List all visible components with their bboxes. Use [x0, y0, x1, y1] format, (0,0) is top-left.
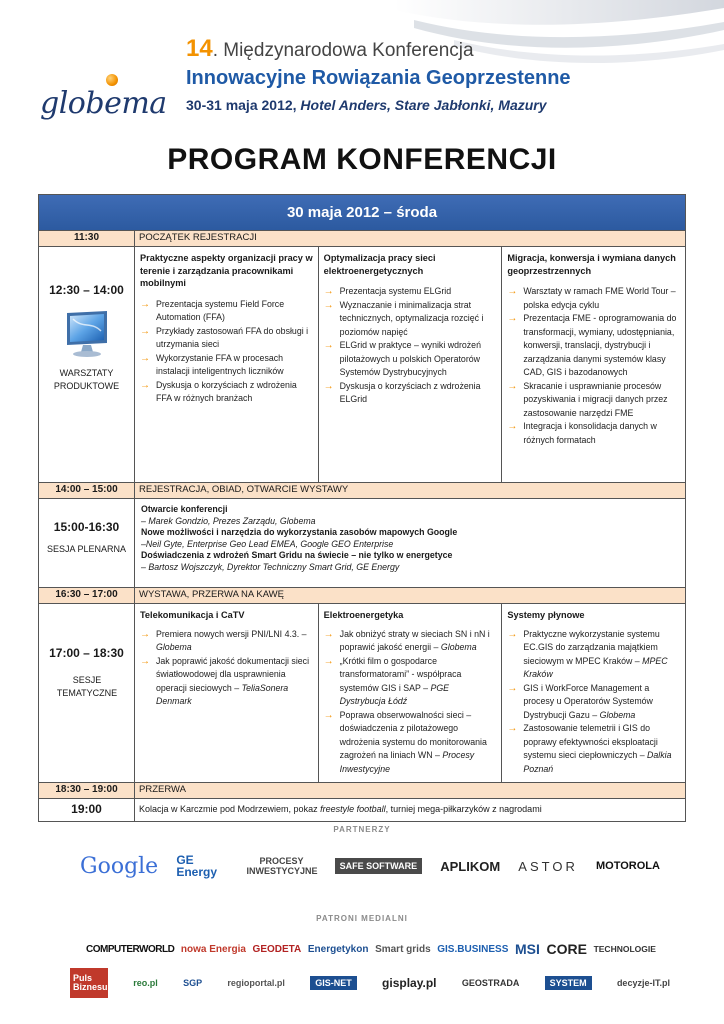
session-title: Elektroenergetyka [323, 610, 404, 620]
talk-title: Nowe możliwości i narzędzia do wykorzystania zasobów mapowych Google [141, 527, 458, 537]
session-items [507, 628, 680, 777]
item-text: Prezentacja systemu Field Force Automation (FFA) [156, 298, 285, 322]
media-logo: CORE [546, 941, 587, 957]
list-item [140, 655, 313, 709]
list-item [507, 722, 680, 776]
workshop-items [507, 285, 680, 447]
media-logo: nowa Energia [180, 943, 246, 955]
media-logo: SYSTEM [545, 976, 592, 990]
arrow-right-icon: → [507, 682, 518, 694]
row-label: WYSTAWA, PRZERWA NA KAWĘ [135, 588, 685, 603]
arrow-right-icon: → [323, 286, 334, 297]
arrow-right-icon: → [507, 421, 518, 432]
item-text: Integracja i konsolidacja danych w różnych formatach [523, 421, 657, 445]
arrow-right-icon: → [140, 628, 150, 640]
section-label: SESJE TEMATYCZNE [56, 675, 118, 698]
row-label: PRZERWA [135, 783, 685, 798]
partner-logo: MOTOROLA [595, 860, 660, 872]
speaker-name: Dalkia Poznań [523, 750, 672, 774]
media-logo: reo.pl [133, 978, 158, 988]
list-item [507, 420, 680, 447]
item-text: Jak poprawić jakość dokumentacji sieci światłowodowej dla usprawnienia operacji sieciowych – [156, 655, 310, 693]
item-text: „Krótki film o gospodarce transformatorami” - współpraca systemów GIS i SAP – [339, 655, 462, 693]
arrow-right-icon: → [507, 380, 518, 392]
arrow-right-icon: → [323, 380, 334, 392]
page-title: PROGRAM KONFERENCJI [167, 143, 557, 176]
monitor-icon [61, 309, 113, 359]
session-title: Telekomunikacja i CaTV [140, 610, 245, 620]
row-evening [39, 799, 685, 821]
arrow-right-icon: → [507, 313, 518, 324]
workshop-columns [135, 247, 685, 482]
item-text: Przykłady zastosowań FFA do obsługi i utrzymania sieci [156, 325, 309, 349]
item-text: Dyskusja o korzyściach z wdrożenia ELGrid [339, 380, 481, 404]
item-text: Praktyczne wykorzystanie systemu EC.GIS do zarządzania majątkiem sieciowym w MPEC Kraków – [523, 628, 660, 666]
conference-date: 30-31 maja 2012, [186, 97, 301, 113]
time-label: 12:30 – 14:00 [49, 283, 124, 297]
item-text: GIS i WorkForce Management a procesy u Operatorów Systemów Dystrybucji Gazu – [523, 682, 653, 720]
media-logos-row1 [86, 936, 656, 962]
workshop-column [502, 247, 685, 482]
partner-logo: GE Energy [176, 853, 218, 879]
item-text: Wykorzystanie FFA w procesach instalacji inteligentnych liczników [156, 352, 284, 376]
workshop-items [140, 298, 313, 406]
workshop-items [324, 285, 497, 407]
media-logo: Energetykon [307, 943, 369, 955]
arrow-right-icon: → [140, 655, 150, 667]
speaker-name: MPEC Kraków [523, 655, 668, 679]
session-column [502, 604, 685, 782]
conference-name: Innowacyjne Rowiązania Geoprzestenne [186, 67, 571, 89]
session-column [319, 604, 503, 782]
day-header: 30 maja 2012 – środa [39, 195, 685, 231]
time-label: 17:00 – 18:30 [49, 646, 124, 660]
arrow-right-icon: → [140, 298, 150, 310]
list-item [140, 298, 313, 325]
time-cell: 18:30 – 19:00 [39, 783, 135, 798]
session-items [324, 628, 497, 777]
arrow-right-icon: → [140, 352, 150, 364]
media-logo: MSI [515, 941, 540, 957]
session-column [135, 604, 319, 782]
media-logo: SGP [183, 978, 203, 988]
plenary-content [135, 499, 685, 587]
media-logo: Smart grids [375, 943, 431, 955]
workshop-title: Migracja, konwersja i wymiana danych geoprzestrzennych [507, 253, 676, 276]
arrow-right-icon: → [140, 379, 150, 391]
item-text: Prezentacja systemu ELGrid [339, 286, 452, 296]
partner-logo: PROCESY INWESTYCYJNE [246, 856, 318, 876]
time-cell: 14:00 – 15:00 [39, 483, 135, 498]
list-item [324, 285, 497, 299]
media-logos-row2 [70, 968, 670, 998]
date-venue [186, 95, 706, 115]
workshop-column [135, 247, 319, 482]
talk-speaker: – Bartosz Wojszczyk, Dyrektor Techniczny Smart Grid, GE Energy [141, 561, 400, 572]
evening-text-italic: freestyle football [320, 804, 386, 814]
row-workshops [39, 247, 685, 483]
list-item [507, 682, 680, 723]
edition-line [186, 36, 706, 64]
speaker-name: Globema [156, 642, 192, 652]
media-logo: TECHNOLOGIE [593, 944, 656, 954]
program-table [38, 194, 686, 822]
edition-suffix: . Międzynarodowa Konferencja [212, 40, 474, 61]
row-plenary [39, 499, 685, 588]
row-sessions [39, 604, 685, 783]
item-text: Wyznaczanie i minimalizacja strat technicznych, optymalizacja rozcięć i poziomów napięć [339, 299, 484, 337]
item-text: Skracanie i usprawnianie procesów pozyskiwania i migracji danych przez zastosowanie narzędzi FME [523, 380, 668, 418]
arrow-right-icon: → [323, 299, 334, 311]
section-label: SESJA PLENARNA [46, 544, 127, 554]
media-logo: GEOSTRADA [461, 978, 520, 988]
logo-dot-icon [106, 74, 118, 86]
arrow-right-icon: → [507, 628, 518, 640]
item-text: Poprawa obserwowalności sieci – doświadczenia z pilotażowego wdrożenia systemu do monitorowania zagrożeń na liniach WN – [339, 709, 487, 760]
partner-logos [80, 846, 660, 886]
list-item [507, 628, 680, 682]
evening-text-post: , turniej mega-piłkarzyków z nagrodami [385, 804, 542, 814]
media-logo: decyzje-IT.pl [616, 978, 670, 988]
section-label: WARSZTATY PRODUKTOWE [53, 368, 120, 391]
partner-logo: APLIKOM [440, 858, 501, 874]
row-registration [39, 231, 685, 247]
speaker-name: PGE Dystrybucja Łódź [339, 682, 450, 706]
list-item [507, 312, 680, 380]
time-cell: 19:00 [39, 799, 135, 821]
media-logo: COMPUTERWORLD [86, 943, 175, 955]
arrow-right-icon: → [140, 325, 150, 337]
item-text: Zastosowanie telemetrii i GIS do poprawy efektywności eksploatacji systemu sieci ciepłowniczych – [523, 723, 658, 760]
session-columns [135, 604, 685, 782]
list-item [324, 339, 497, 380]
speaker-name: Procesy Inwestycyjne [339, 750, 475, 774]
time-label: 15:00-16:30 [53, 520, 120, 534]
speaker-name: Globema [440, 642, 477, 652]
workshops-time-cell [39, 247, 135, 482]
edition-number: 14 [186, 35, 213, 62]
globema-logo [40, 74, 175, 129]
item-text: Warsztaty w ramach FME World Tour – polska edycja cyklu [523, 286, 676, 310]
speaker-name: TeliaSonera Denmark [156, 682, 289, 706]
arrow-right-icon: → [507, 723, 518, 734]
arrow-right-icon: → [323, 709, 334, 721]
list-item [324, 380, 497, 407]
list-item [140, 628, 313, 655]
talk-title: Otwarcie konferencji [141, 504, 228, 514]
media-label: PATRONI MEDIALNI [316, 914, 408, 923]
partner-logo: SAFE SOFTWARE [335, 858, 423, 874]
talk-speaker: –Neil Gyte, Enterprise Geo Lead EMEA, Google GEO Enterprise [141, 538, 394, 549]
partner-logo: ASTOR [518, 858, 578, 874]
item-text: Prezentacja FME - oprogramowania do transformacji, wymiany, udostępniania, konwersji, translacji, dystrybucji i zarządzania danymi systemów klasy CAD, GIS i bazodanowych [523, 313, 677, 377]
partners-label: PARTNERZY [333, 825, 391, 834]
talk-title: Doświadczenia z wdrożeń Smart Gridu na świecie – nie tylko w energetyce [141, 550, 453, 560]
list-item [324, 655, 497, 709]
media-logo: GIS.BUSINESS [437, 943, 509, 955]
media-logo: regioportal.pl [227, 978, 285, 988]
row-label: REJESTRACJA, OBIAD, OTWARCIE WYSTAWY [135, 483, 685, 498]
arrow-right-icon: → [323, 655, 334, 667]
row-lunch [39, 483, 685, 499]
arrow-right-icon: → [507, 286, 518, 297]
time-cell: 11:30 [39, 231, 135, 246]
media-logo: GEODETA [252, 943, 302, 955]
list-item [324, 299, 497, 340]
evening-description [135, 799, 685, 821]
conference-venue: Hotel Anders, Stare Jabłonki, Mazury [300, 97, 547, 113]
plenary-time-cell [39, 499, 135, 587]
list-item [324, 628, 497, 655]
item-text: Jak obniżyć straty w sieciach SN i nN i poprawić jakość energii – [339, 628, 490, 652]
arrow-right-icon: → [323, 628, 334, 640]
logo-text: globema [40, 86, 167, 121]
list-item [507, 380, 680, 421]
speaker-name: Globema [599, 709, 636, 720]
session-title: Systemy płynowe [507, 610, 585, 620]
media-logo: gisplay.pl [382, 976, 437, 990]
list-item [507, 285, 680, 312]
row-break [39, 783, 685, 799]
evening-text-pre: Kolacja w Karczmie pod Modrzewiem, pokaz [139, 804, 321, 814]
arrow-right-icon: → [323, 340, 334, 351]
workshop-title: Praktyczne aspekty organizacji pracy w terenie i zarządzania pracownikami mobilnymi [140, 253, 313, 288]
item-text: ELGrid w praktyce – wyniki wdrożeń pilotażowych u polskich Operatorów Systemów Dystrybucyjnych [339, 340, 481, 377]
workshop-column [319, 247, 503, 482]
time-cell: 16:30 – 17:00 [39, 588, 135, 603]
talk-speaker: – Marek Gondzio, Prezes Zarządu, Globema [141, 515, 316, 526]
row-label: POCZĄTEK REJESTRACJI [135, 231, 685, 246]
list-item [140, 379, 313, 406]
conference-header [186, 36, 706, 115]
partner-logo: Google [80, 853, 159, 879]
sessions-time-cell [39, 604, 135, 782]
session-items [140, 628, 313, 709]
list-item [140, 352, 313, 379]
row-expo [39, 588, 685, 604]
media-logo: Puls Biznesu [70, 968, 108, 998]
item-text: Premiera nowych wersji PNI/LNI 4.3. – [156, 628, 307, 639]
workshop-title: Optymalizacja pracy sieci elektroenergetycznych [323, 253, 436, 276]
item-text: Dyskusja o korzyściach z wdrożenia FFA w różnych branżach [156, 379, 297, 403]
list-item [324, 709, 497, 777]
media-logo: GIS-NET [310, 976, 357, 990]
list-item [140, 325, 313, 352]
